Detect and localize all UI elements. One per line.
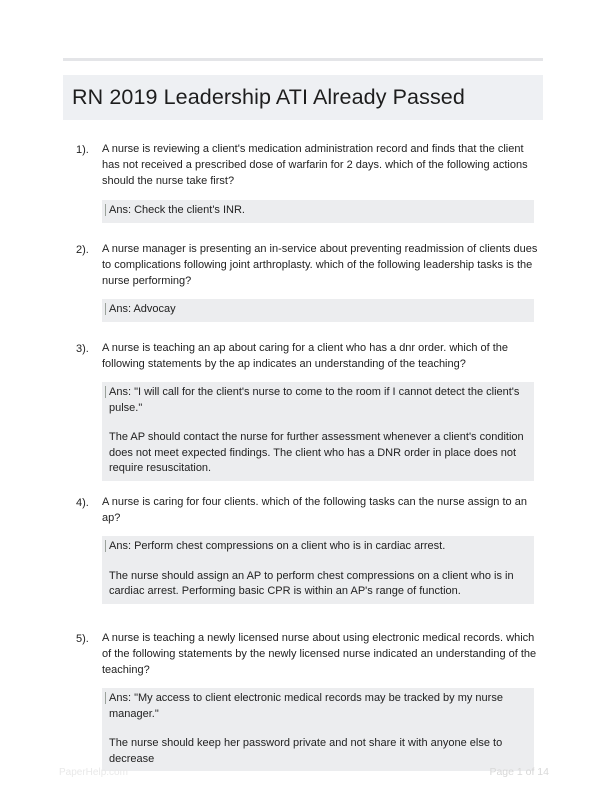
question-number: 1).: [76, 144, 89, 156]
question-number: 5).: [76, 633, 89, 645]
answer-text: Ans: "I will call for the client's nurse to come to the room if I cannot detect the client's pulse.": [109, 386, 520, 414]
question-item: [0, 340, 606, 494]
title-banner: [63, 75, 543, 120]
question-item: [0, 141, 606, 241]
answer-box: [102, 382, 534, 481]
answer-text: Ans: Check the client's INR.: [109, 204, 245, 216]
question-number: 3).: [76, 343, 89, 355]
answer-explanation: The nurse should assign an AP to perform chest compressions on a client who is in cardiac arrest. Performing basic CPR is within an AP's range of function.: [109, 569, 514, 597]
answer-explanation: The AP should contact the nurse for further assessment whenever a client's condition does not meet expected findings. The client who has a DNR order in place does not require resuscitation.: [109, 431, 524, 474]
question-list: [0, 141, 606, 771]
question-number: 2).: [76, 244, 89, 256]
page-title: RN 2019 Leadership ATI Already Passed: [72, 85, 465, 109]
answer-box: [102, 200, 534, 223]
question-item: [0, 494, 606, 630]
answer-text: Ans: Advocay: [109, 303, 176, 315]
footer-site-watermark: PaperHelp.com: [59, 767, 128, 778]
question-text: A nurse is caring for four clients. which of the following tasks can the nurse assign to an ap?: [102, 496, 527, 524]
question-number: 4).: [76, 497, 89, 509]
answer-box: [102, 536, 534, 604]
question-text: A nurse manager is presenting an in-service about preventing readmission of clients dues to complications following joint arthroplasty. which of the following leadership tasks is the nurse performing?: [102, 243, 538, 287]
answer-box: [102, 688, 534, 771]
answer-explanation: The nurse should keep her password private and not share it with anyone else to decrease: [109, 737, 503, 765]
top-divider: [63, 58, 543, 61]
answer-text: Ans: "My access to client electronic medical records may be tracked by my nurse manager.": [109, 692, 503, 720]
answer-text: Ans: Perform chest compressions on a client who is in cardiac arrest.: [109, 540, 446, 552]
question-item: [0, 630, 606, 771]
answer-box: [102, 299, 534, 322]
question-text: A nurse is teaching an ap about caring for a client who has a dnr order. which of the following statements by the ap indicates an understanding of the teaching?: [102, 342, 509, 370]
question-item: [0, 241, 606, 340]
question-text: A nurse is teaching a newly licensed nurse about using electronic medical records. which of the following statements by the newly licensed nurse indicated an understanding of the teaching?: [102, 632, 537, 676]
question-text: A nurse is reviewing a client's medication administration record and finds that the client has not received a prescribed dose of warfarin for 2 days. which of the following actions should the nurse take first?: [102, 143, 528, 187]
page-indicator: Page 1 of 14: [489, 766, 549, 778]
